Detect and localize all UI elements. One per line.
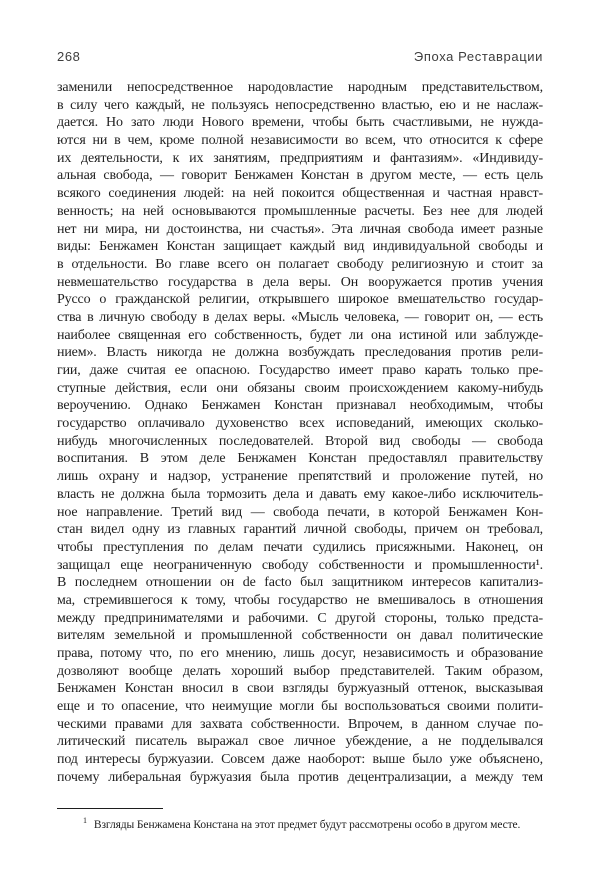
text-line: наиболее священная его собственность, будет ли она истиной или заблужде- [57,327,543,343]
text-line: ются ни в чем, кроме полной независимости во всем, что относится к сфере [57,133,543,149]
text-line: виды: Бенжамен Констан защищает каждый вид индивидуальной свободы и [57,239,543,255]
text-line: Бенжамен Констан вносил в свои взгляды буржуазный оттенок, высказывая [57,681,543,697]
text-line: еще и то опасение, что неимущие могли бы воспользоваться своими полити- [57,699,543,715]
text-line: дается. Но зато люди Нового времени, чтобы быть счастливыми, не нужда- [57,115,543,131]
page-header [57,49,543,64]
text-line: государство оплачивало духовенство всех исповеданий, имеющих сколько- [57,416,543,432]
text-line: нибудь многочисленных последователей. Второй вид свободы — свобода [57,433,543,449]
text-line: лишь охрану и надзор, устранение препятствий и проложение путей, но [57,469,543,485]
text-line: дозволяют вообще делать хороший выбор представителей. Таким образом, [57,663,543,679]
text-line: альная свобода, — говорит Бенжамен Констан в другом месте, — есть цель [57,168,543,184]
text-line: Руссо о гражданской религии, открывшего широкое вмешательство государ- [57,292,543,308]
text-line: литический писатель выражал свое личное убеждение, а не подделывался [57,734,543,750]
footnote [57,808,543,832]
text-line: защищал еще неограниченную свободу собственности и промышленности¹. [57,557,543,573]
page-number: 268 [57,49,81,64]
text-line: ства в личную свободу в делах веры. «Мысль человека, — говорит он, — есть [57,309,543,325]
text-line: права, потому что, по его мнению, лишь досуг, независимость и образование [57,646,543,661]
footnote-text [57,814,543,832]
text-line: всякого соединения людей: на ней покоится общественная и частная нравст- [57,186,543,202]
text-line: в силу чего каждый, не пользуясь непосредственно властью, ею и не наслаж- [57,97,543,113]
text-line: венность; на ней основываются промышленные расчеты. Без нее для людей [57,203,543,219]
text-line: гии, даже считая ее опасною. Государство имеет право карать только пре- [57,363,543,378]
text-line: вителям земельной и промышленной собственности он давал политические [57,628,543,644]
text-line: В последнем отношении он de facto был защитником интересов капитализ- [57,575,543,591]
text-line: ступные действия, если они обязаны своим происхождением какому-нибудь [57,380,543,396]
text-line: ческими правами для захвата собственности. Впрочем, в данном случае по- [57,716,543,732]
text-line: воспитания. В этом деле Бенжамен Констан предоставлял правительству [57,451,543,467]
text-line: нием». Власть никогда не должна возбуждать преследования против рели- [57,345,543,361]
footnote-body: Взгляды Бенжамена Констана на этот предмет будут рассмотрены особо в другом месте. [93,818,521,831]
text-line: невмешательство государства в дела веры. Он вооружается против учения [57,274,543,290]
footnote-rule [57,808,163,809]
footnote-marker: 1 [83,816,87,825]
text-line: чтобы преступления по делам печати судились присяжными. Наконец, он [57,539,543,555]
text-line: между предпринимателями и рабочими. С другой стороны, только предста- [57,610,543,626]
text-line: под интересы буржуазии. Совсем даже наоборот: выше было уже объяснено, [57,752,543,768]
body-text [57,79,543,787]
text-line: их деятельности, к их занятиям, предприятиям и фантазиям». «Индивиду- [57,150,543,166]
text-line: заменили непосредственное народовластие народным представительством, [57,80,543,95]
running-title: Эпоха Реставрации [413,49,543,64]
text-line: в отдельности. Во главе всего он полагает свободу религиозную и стоит за [57,256,543,272]
text-line: ма, стремившегося к тому, чтобы государство не вмешивалось в отношения [57,592,543,608]
text-line: ное направление. Третий вид — свобода печати, в которой Бенжамен Кон- [57,504,543,520]
text-line: почему либеральная буржуазия была против децентрализации, а между тем [57,769,543,785]
text-line: нет ни мира, ни достоинства, ни счастья». Эта личная свобода имеет разные [57,221,543,237]
text-line: власть не должна была тормозить дела и давать ему какое-либо исключитель- [57,486,543,502]
text-line: вероучению. Однако Бенжамен Констан признавал необходимым, чтобы [57,398,543,414]
text-line: стан видел одну из главных гарантий личной свободы, причем он требовал, [57,522,543,538]
